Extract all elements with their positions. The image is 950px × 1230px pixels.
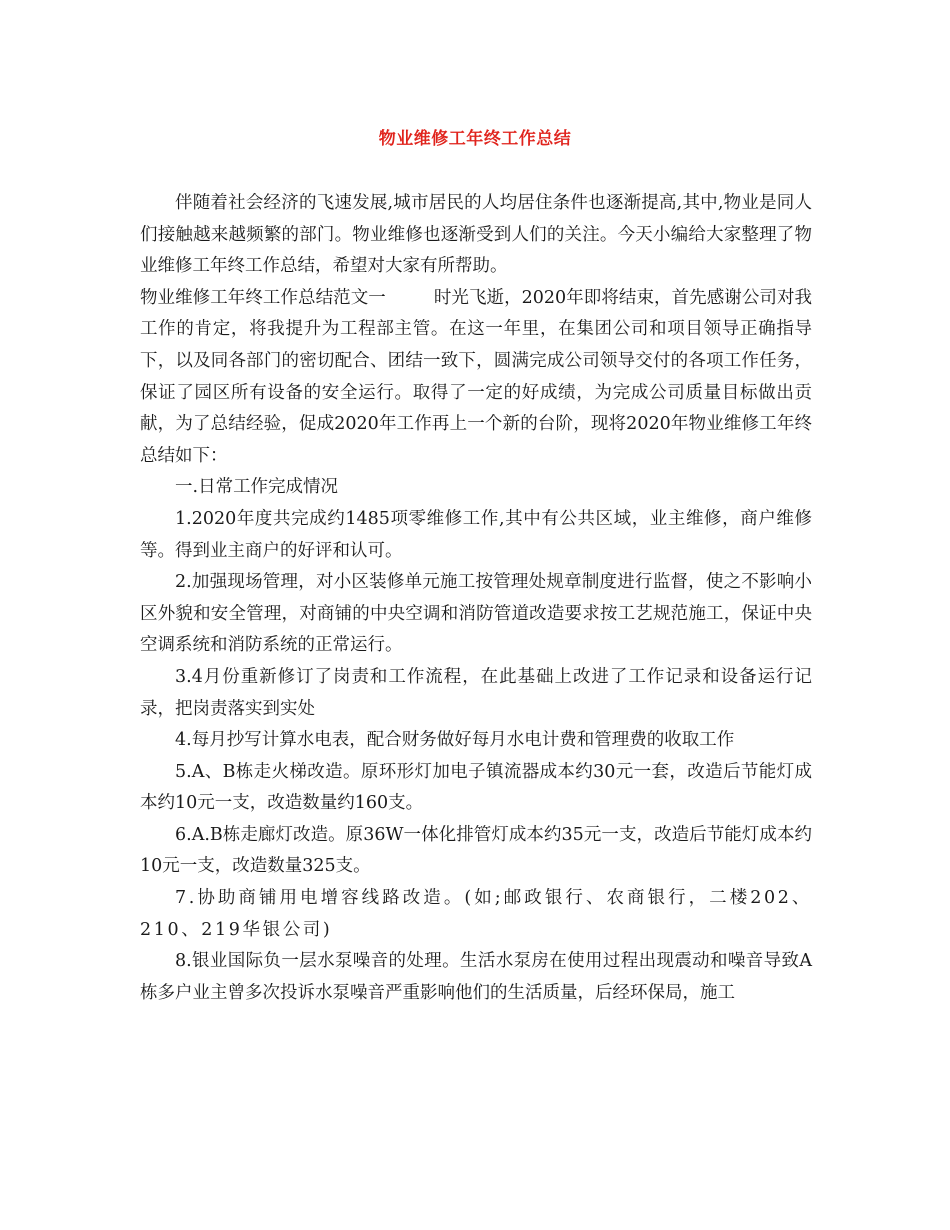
- list-item-5: 5.A、B栋走火梯改造。原环形灯加电子镇流器成本约30元一套，改造后节能灯成本约10元一支，改造数量约160支。: [140, 761, 812, 814]
- sample-opening-text: 时光飞逝，2020年即将结束，首先感谢公司对我工作的肯定，将我提升为工程部主管。在这一年里，在集团公司和项目领导正确指导下，以及同各部门的密切配合、团结一致下，圆满完成公司领导交付的各项工作任务，保证了园区所有设备的安全运行。取得了一定的好成绩，为完成公司质量目标做出贡献，为了总结经验，促成2020年工作再上一个新的台阶，现将2020年物业维修工年终总结如下：: [140, 287, 812, 466]
- list-item-1: 1.2020年度共完成约1485项零维修工作,其中有公共区域，业主维修，商户维修等。得到业主商户的好评和认可。: [140, 508, 812, 561]
- list-item-4: 4.每月抄写计算水电表，配合财务做好每月水电计费和管理费的收取工作: [175, 730, 735, 751]
- list-item-6: 6.A.B栋走廊灯改造。原36W一体化排管灯成本约35元一支，改造后节能灯成本约10元一支，改造数量325支。: [140, 824, 812, 877]
- document-body: [140, 188, 812, 1009]
- sample-heading: 物业维修工年终工作总结范文一: [140, 287, 386, 308]
- list-item-3: 3.4月份重新修订了岗责和工作流程，在此基础上改进了工作记录和设备运行记录，把岗责落实到实处: [140, 666, 812, 719]
- sample-paragraph: [140, 283, 812, 473]
- section-heading-1: 一.日常工作完成情况: [175, 477, 339, 498]
- document-title: 物业维修工年终工作总结: [378, 129, 572, 149]
- list-item-8: 8.银业国际负一层水泵噪音的处理。生活水泵房在使用过程出现震动和噪音导致A栋多户业主曾多次投诉水泵噪音严重影响他们的生活质量，后经环保局，施工: [140, 951, 812, 1003]
- intro-paragraph: 伴随着社会经济的飞速发展,城市居民的人均居住条件也逐渐提高,其中,物业是同人们接触越来越频繁的部门。物业维修也逐渐受到人们的关注。今天小编给大家整理了物业维修工年终工作总结，希望对大家有所帮助。: [140, 193, 812, 277]
- list-item-2: 2.加强现场管理，对小区装修单元施工按管理处规章制度进行监督，使之不影响小区外貌和安全管理，对商铺的中央空调和消防管道改造要求按工艺规范施工，保证中央空调系统和消防系统的正常运行。: [140, 572, 812, 656]
- list-item-7: 7.协助商铺用电增容线路改造。(如;邮政银行、农商银行，二楼202、210、219华银公司): [140, 888, 812, 940]
